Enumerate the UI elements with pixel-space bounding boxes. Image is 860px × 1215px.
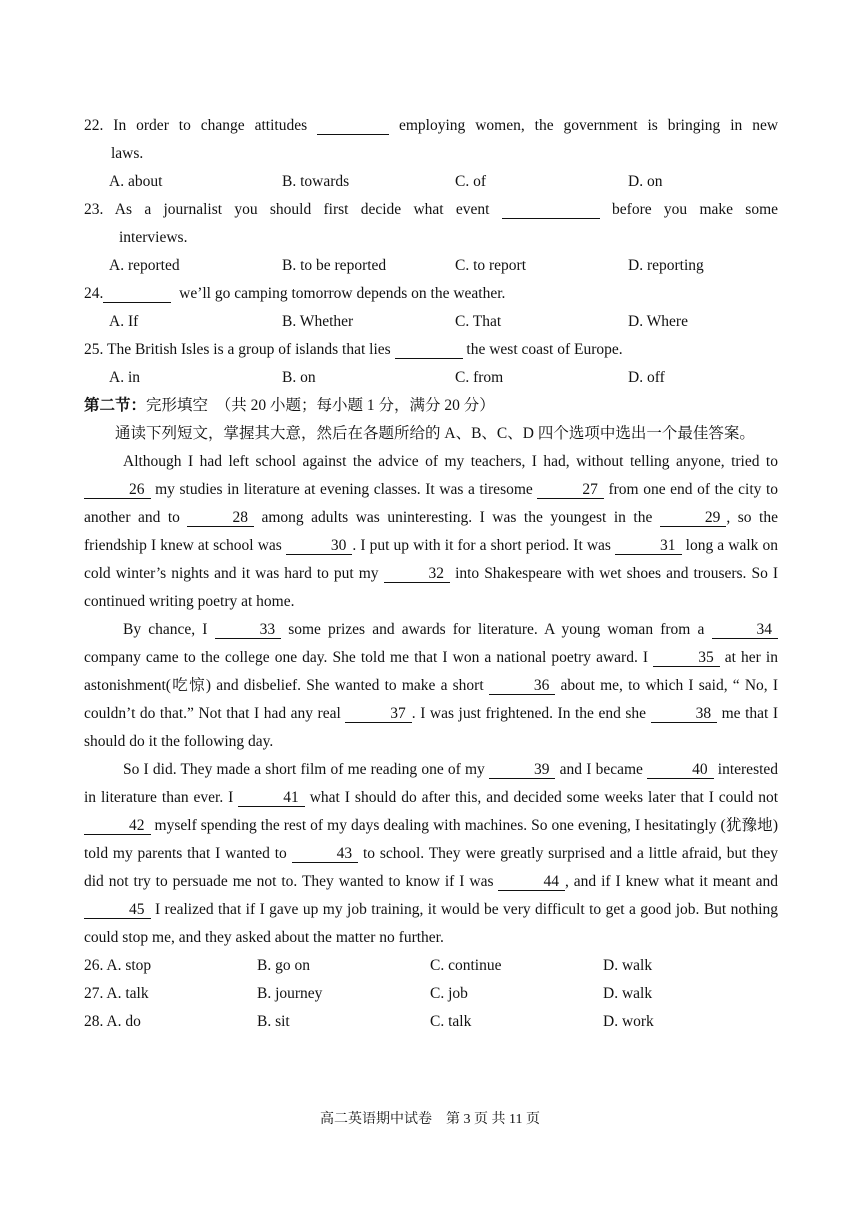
options-row-28	[84, 1008, 778, 1036]
answer-blank	[317, 118, 389, 135]
question-22	[84, 112, 778, 196]
blank-39: 39	[489, 762, 556, 779]
option-a: A. about	[109, 173, 163, 190]
blank-29: 29	[660, 510, 727, 527]
passage-paragraph-2: By chance, I 33 some prizes and awards for literature. A young woman from a 34 company came to the college one day. She told me that I won a national poetry award. I 35 at her in astonishment(吃惊) and disbelief. She wanted to make a short 36 about me, to which I said, “ No, I couldn’t do that.” Not that I had any real 37 . I was just frightened. In the end she 38 me that I should do it the following day.	[84, 621, 779, 750]
blank-38: 38	[651, 706, 718, 723]
blank-41: 41	[238, 790, 305, 807]
option-d: D. reporting	[628, 257, 704, 274]
blank-30: 30	[286, 538, 353, 555]
options-row	[84, 168, 778, 196]
cloze-options	[84, 952, 778, 1036]
blank-35: 35	[653, 650, 720, 667]
options-row-27	[84, 980, 778, 1008]
answer-blank	[395, 342, 463, 359]
section-instruction: 通读下列短文，掌握其大意，然后在各题所给的 A、B、C、D 四个选项中选出一个最佳答案。	[115, 425, 755, 442]
blank-33: 33	[215, 622, 282, 639]
question-25	[84, 336, 778, 392]
blank-42: 42	[84, 818, 151, 835]
question-stem-continued: laws.	[111, 145, 144, 162]
options-row	[84, 308, 778, 336]
options-row	[84, 252, 778, 280]
option-c: C. of	[455, 173, 486, 190]
blank-36: 36	[489, 678, 556, 695]
section-heading: 第二节：完形填空 （共 20 小题；每小题 1 分，满分 20 分）	[84, 397, 495, 414]
option-a: A. If	[109, 313, 139, 330]
question-24	[84, 280, 778, 336]
option-a: 27. A. talk	[84, 985, 149, 1002]
blank-34: 34	[712, 622, 779, 639]
option-d: D. walk	[603, 957, 653, 974]
question-stem-continued: interviews.	[119, 229, 188, 246]
option-c: C. talk	[430, 1013, 472, 1030]
option-c: C. That	[455, 313, 502, 330]
answer-blank	[103, 286, 171, 303]
blank-45: 45	[84, 902, 151, 919]
exam-page	[84, 112, 778, 1036]
blank-32: 32	[384, 566, 451, 583]
option-c: C. continue	[430, 957, 502, 974]
option-b: B. journey	[257, 985, 323, 1002]
question-23	[84, 196, 778, 280]
question-stem: 25. The British Isles is a group of islands that lies the west coast of Europe.	[84, 341, 623, 358]
passage-paragraph-3: So I did. They made a short film of me reading one of my 39 and I became 40 interested in literature than ever. I 41 what I should do after this, and decided some weeks later that I could not 42 myself spending the rest of my days dealing with machines. So one evening, I hesitatingly (犹豫地) told my parents that I wanted to 43 to school. They were greatly surprised and a little afraid, but they did not try to persuade me not to. They wanted to know if I was 44 , and if I knew what it meant and 45 I realized that if I gave up my job training, it would be very difficult to get a good job. But nothing could stop me, and they asked about the matter no further.	[84, 761, 779, 946]
blank-43: 43	[292, 846, 359, 863]
question-stem: 23. As a journalist you should first decide what event before you make some	[84, 201, 779, 218]
option-a: A. reported	[109, 257, 180, 274]
option-b: B. on	[282, 369, 316, 386]
option-b: B. Whether	[282, 313, 354, 330]
option-b: B. sit	[257, 1013, 290, 1030]
option-a: 26. A. stop	[84, 957, 152, 974]
option-b: B. go on	[257, 957, 310, 974]
blank-28: 28	[187, 510, 254, 527]
option-d: D. walk	[603, 985, 653, 1002]
option-a: 28. A. do	[84, 1013, 141, 1030]
blank-40: 40	[647, 762, 714, 779]
option-b: B. to be reported	[282, 257, 387, 274]
blank-37: 37	[345, 706, 412, 723]
options-row-26	[84, 952, 778, 980]
option-d: D. on	[628, 173, 663, 190]
passage-paragraph-1: Although I had left school against the advice of my teachers, I had, without telling anyone, tried to 26 my studies in literature at evening classes. It was a tiresome 27 from one end of the city to another and to 28 among adults was uninteresting. I was the youngest in the 29 , so the friendship I knew at school was 30 . I put up with it for a short period. It was 31 long a walk on cold winter’s nights and it was hard to put my 32 into Shakespeare with wet shoes and trousers. So I continued writing poetry at home.	[84, 453, 779, 610]
blank-26: 26	[84, 482, 151, 499]
options-row	[84, 364, 778, 392]
option-c: C. job	[430, 985, 468, 1002]
option-d: D. work	[603, 1013, 654, 1030]
blank-31: 31	[615, 538, 682, 555]
option-b: B. towards	[282, 173, 350, 190]
option-d: D. off	[628, 369, 665, 386]
page-footer: 高二英语期中试卷 第 3 页 共 11 页	[320, 1112, 540, 1127]
option-a: A. in	[109, 369, 140, 386]
blank-44: 44	[498, 874, 565, 891]
option-d: D. Where	[628, 313, 688, 330]
blank-27: 27	[537, 482, 604, 499]
answer-blank	[502, 202, 600, 219]
option-c: C. from	[455, 369, 504, 386]
option-c: C. to report	[455, 257, 527, 274]
question-stem: 24. we’ll go camping tomorrow depends on the weather.	[84, 285, 506, 302]
question-stem: 22. In order to change attitudes employing women, the government is bringing in new	[84, 117, 779, 134]
